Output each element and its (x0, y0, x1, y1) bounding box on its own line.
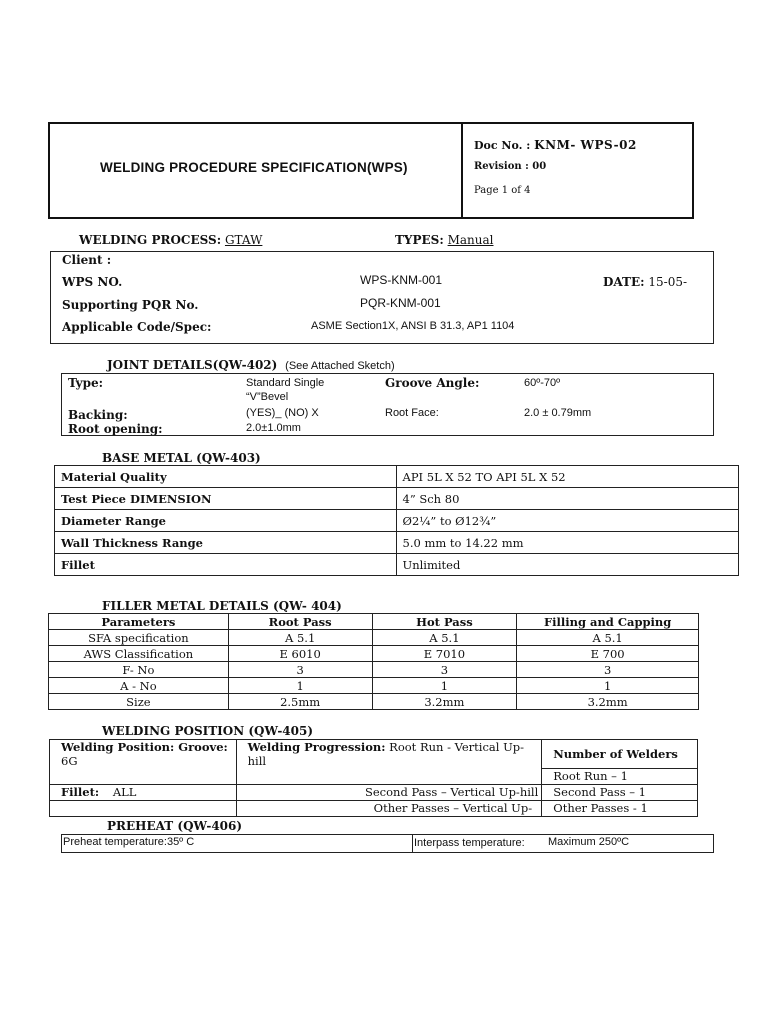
doc-no-label: Doc No. : (474, 139, 531, 152)
table-row (50, 800, 698, 816)
table-cell: 3.2mm (517, 694, 699, 710)
header-divider (461, 124, 463, 217)
column-header: Hot Pass (372, 614, 517, 630)
table-cell: A 5.1 (517, 630, 699, 646)
fillet-cell (50, 784, 237, 800)
table-cell: E 700 (517, 646, 699, 662)
client-box (50, 251, 714, 344)
date-label: DATE: (603, 275, 645, 289)
progression-value: Root Run - Vertical Up-hill (247, 740, 525, 768)
table-cell: 1 (228, 678, 372, 694)
document-title: WELDING PROCEDURE SPECIFICATION(WPS) (100, 160, 408, 175)
joint-note: (See Attached Sketch) (285, 360, 395, 372)
column-header: Parameters (49, 614, 229, 630)
joint-heading-text: JOINT DETAILS(QW-402) (107, 358, 278, 372)
table-cell: 3 (372, 662, 517, 678)
table-row (55, 510, 739, 532)
joint-type-label: Type: (68, 376, 104, 390)
table-row (49, 678, 699, 694)
types-label: TYPES: (395, 233, 444, 247)
revision: Revision : 00 (474, 161, 547, 172)
fillet-value: ALL (112, 785, 137, 799)
table-row (55, 532, 739, 554)
code-value: ASME Section1X, ANSI B 31.3, AP1 1104 (311, 320, 515, 332)
table-cell: F- No (49, 662, 229, 678)
other-passes-progression: Other Passes – Vertical Up- (236, 800, 542, 816)
wps-no-label: WPS NO. (62, 275, 123, 289)
table-row (55, 554, 739, 576)
table-row (49, 646, 699, 662)
table-cell: 2.5mm (228, 694, 372, 710)
pqr-label: Supporting PQR No. (62, 298, 199, 312)
base-metal-heading: BASE METAL (QW-403) (102, 451, 261, 465)
fillet-label: Fillet: (61, 785, 100, 799)
welding-process-value: GTAW (224, 233, 263, 247)
base-metal-value: 5.0 mm to 14.22 mm (396, 532, 738, 554)
joint-box (61, 373, 714, 436)
groove-position-label: Welding Position: Groove: (61, 740, 228, 754)
header-box (48, 122, 694, 219)
table-cell: SFA specification (49, 630, 229, 646)
preheat-box (61, 834, 714, 853)
preheat-divider (412, 835, 413, 852)
welding-position-table (49, 739, 698, 817)
doc-no-value: KNM- WPS-02 (534, 138, 637, 152)
second-pass-welders: Second Pass – 1 (542, 784, 698, 800)
filler-metal-heading: FILLER METAL DETAILS (QW- 404) (102, 599, 342, 613)
progression-label: Welding Progression: (247, 740, 386, 754)
table-cell: E 6010 (228, 646, 372, 662)
base-metal-value: Ø2¼” to Ø12¾” (396, 510, 738, 532)
table-cell: A 5.1 (372, 630, 517, 646)
client-label: Client : (62, 253, 112, 267)
interpass-label: Interpass temperature: (414, 837, 525, 849)
second-pass-progression: Second Pass – Vertical Up-hill (236, 784, 542, 800)
page-number: Page 1 of 4 (474, 185, 531, 196)
table-row (55, 466, 739, 488)
base-metal-label: Diameter Range (55, 510, 397, 532)
joint-type-value-1: Standard Single (246, 377, 325, 389)
table-row (55, 488, 739, 510)
welding-types (395, 233, 493, 247)
root-opening-label: Root opening: (68, 422, 163, 436)
table-row (50, 740, 698, 769)
empty-cell (236, 768, 542, 784)
backing-value: (YES)_ (NO) X (246, 407, 319, 419)
base-metal-label: Material Quality (55, 466, 397, 488)
base-metal-label: Wall Thickness Range (55, 532, 397, 554)
preheat-temperature: Preheat temperature:35º C (63, 836, 195, 848)
empty-cell (50, 768, 237, 784)
table-cell: 1 (372, 678, 517, 694)
backing-label: Backing: (68, 408, 128, 422)
base-metal-value: API 5L X 52 TO API 5L X 52 (396, 466, 738, 488)
root-face-label: Root Face: (385, 407, 439, 419)
groove-position-value: 6G (61, 754, 78, 768)
progression-cell (236, 740, 542, 769)
preheat-heading: PREHEAT (QW-406) (107, 819, 243, 833)
base-metal-value: 4” Sch 80 (396, 488, 738, 510)
table-row (49, 630, 699, 646)
column-header: Filling and Capping (517, 614, 699, 630)
joint-details-heading (107, 358, 395, 372)
root-run-welders: Root Run – 1 (542, 768, 698, 784)
table-row (50, 768, 698, 784)
table-cell: AWS Classification (49, 646, 229, 662)
table-cell: 3.2mm (372, 694, 517, 710)
root-opening-value: 2.0±1.0mm (246, 422, 301, 434)
empty-cell (50, 800, 237, 816)
base-metal-label: Fillet (55, 554, 397, 576)
table-row (50, 784, 698, 800)
column-header: Root Pass (228, 614, 372, 630)
table-cell: 3 (517, 662, 699, 678)
table-cell: A - No (49, 678, 229, 694)
types-value: Manual (447, 233, 494, 247)
date-value: 15-05- (648, 275, 688, 289)
welding-position-heading: WELDING POSITION (QW-405) (102, 724, 314, 738)
table-row (49, 694, 699, 710)
table-row (49, 662, 699, 678)
groove-angle-label: Groove Angle: (385, 376, 480, 390)
base-metal-table (54, 465, 739, 576)
welding-process (79, 233, 262, 247)
table-cell: A 5.1 (228, 630, 372, 646)
filler-metal-table (48, 613, 699, 710)
table-cell: 3 (228, 662, 372, 678)
wps-no-value: WPS-KNM-001 (360, 273, 443, 287)
pqr-value: PQR-KNM-001 (360, 296, 441, 310)
welding-process-label: WELDING PROCESS: (79, 233, 222, 247)
root-face-value: 2.0 ± 0.79mm (524, 407, 592, 419)
base-metal-label: Test Piece DIMENSION (55, 488, 397, 510)
table-cell: Size (49, 694, 229, 710)
date (603, 275, 687, 289)
table-cell: E 7010 (372, 646, 517, 662)
table-header-row (49, 614, 699, 630)
code-label: Applicable Code/Spec: (62, 320, 212, 334)
base-metal-value: Unlimited (396, 554, 738, 576)
joint-type-value-2: “V”Bevel (246, 391, 289, 403)
doc-no (474, 138, 637, 152)
groove-position-cell (50, 740, 237, 769)
table-cell: 1 (517, 678, 699, 694)
interpass-value: Maximum 250ºC (548, 836, 630, 848)
other-passes-welders: Other Passes - 1 (542, 800, 698, 816)
groove-angle-value: 60º-70º (524, 377, 561, 389)
welders-header: Number of Welders (542, 740, 698, 769)
